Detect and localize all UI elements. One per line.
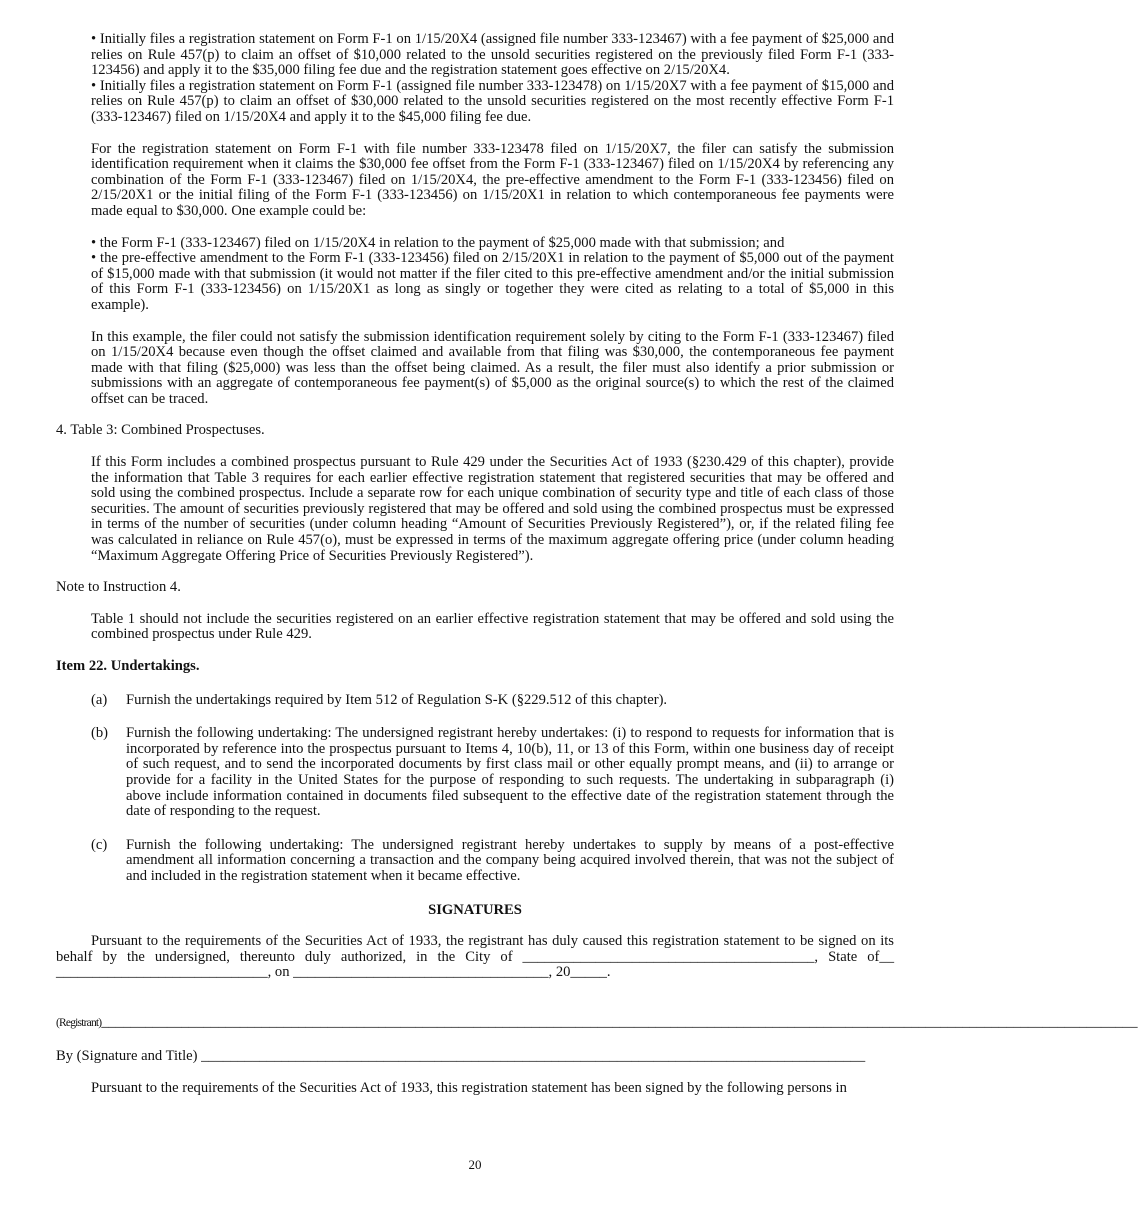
example-note-paragraph: In this example, the filer could not satisfy the submission identification requirement solely by citing to the Form F-1 (333-123467) filed on 1/15/20X4 because even though the offset claimed and available from that filing was $30,000, the contemporaneous fee payment made with that filing ($25,000) was less than the offset being claimed. As a result, the filer must also identify a prior submission or submissions with an aggregate of contemporaneous fee payment(s) of $5,000 as the original source(s) to which the rest of the claimed offset can be traced. xyxy=(91,328,894,407)
document-page xyxy=(56,31,1138,1097)
bullet-item: • the Form F-1 (333-123467) filed on 1/15/20X4 in relation to the payment of $25,000 made with that submission; and xyxy=(91,234,785,251)
top-bullets xyxy=(91,32,894,126)
registrant-signature-blank[interactable]: ______________________________________________________________________________________________________________________________________________ xyxy=(101,1013,1138,1030)
example-bullets xyxy=(91,236,894,314)
signatures-paragraph: Pursuant to the requirements of the Securities Act of 1933, the registrant has duly caused this registration statement to be signed on its behalf by the undersigned, thereunto duly authorized, in the City of ________________________________________, State of__ _____________________________, on ___________________________________, 20_____. xyxy=(56,933,894,981)
undertaking-a xyxy=(91,693,894,709)
bullet-item: • Initially files a registration statement on Form F-1 on 1/15/20X4 (assigned file number 333-123467) with a fee payment of $25,000 and relies on Rule 457(p) to claim an offset of $10,000 related to the unsold securities registered on the previously filed Form F-1 (333-123456) and apply it to the $35,000 filing fee due and the registration statement goes effective on 2/15/20X4. xyxy=(91,31,894,79)
signatures-heading: SIGNATURES xyxy=(428,901,522,918)
table3-paragraph: If this Form includes a combined prospectus pursuant to Rule 429 under the Securities Act of 1933 (§230.429 of this chapter), provide the information that Table 3 requires for each earlier effective registration statement that registered securities that may be offered and sold using the combined prospectus. Include a separate row for each unique combination of security type and title of each class of those securities. The amount of securities previously registered that may be offered and sold using the combined prospectus must be expressed in terms of the number of securities (under column heading “Amount of Securities Previously Registered”), or, if the related filing fee was calculated in reliance on Rule 457(o), must be expressed in terms of the maximum aggregate offering price (under column heading “Maximum Aggregate Offering Price of Securities Previously Registered”). xyxy=(91,454,894,564)
undertaking-label: (b) xyxy=(91,725,109,742)
bullet-item: • the pre-effective amendment to the Form F-1 (333-123456) filed on 2/15/20X1 in relation to the payment of $5,000 out of the payment of $15,000 made with that submission (it would not matter if the filer cited to this pre-effective amendment and/or the initial submission of this Form F-1 (333-123456) on 1/15/20X1 as long as singly or together they were cited as relating to a total of $5,000 in this example). xyxy=(91,250,894,313)
signed-by-paragraph: Pursuant to the requirements of the Securities Act of 1933, this registration statement has been signed by the following persons in xyxy=(91,1080,847,1097)
registrant-label: (Registrant) xyxy=(56,1016,102,1029)
table3-heading: 4. Table 3: Combined Prospectuses. xyxy=(56,422,265,439)
undertaking-text: Furnish the undertakings required by Item 512 of Regulation S-K (§229.512 of this chapter). xyxy=(126,691,668,708)
registrant-line xyxy=(56,1013,1138,1032)
example-intro-paragraph: For the registration statement on Form F-1 with file number 333-123478 filed on 1/15/20X7, the filer can satisfy the submission identification requirement when it claims the $30,000 fee offset from the Form F-1 (333-123467) filed on 1/15/20X4 by referencing any combination of the Form F-1 (333-123467) filed on 1/15/20X4, the pre-effective amendment to the Form F-1 (333-123456) filed on 2/15/20X1 or the initial filing of the Form F-1 (333-123456) on 1/15/20X1 in relation to which contemporaneous fee payments were made equal to $30,000. One example could be: xyxy=(91,140,894,219)
undertaking-text: Furnish the following undertaking: The undersigned registrant hereby undertakes to supply by means of a post-effective amendment all information concerning a transaction and the company being acquired involved therein, that was not the subject of and included in the registration statement when it became effective. xyxy=(126,836,894,884)
bullet-item: • Initially files a registration statement on Form F-1 (assigned file number 333-123478) on 1/15/20X7 with a fee payment of $15,000 and relies on Rule 457(p) to claim an offset of $30,000 related to the unsold securities registered on the most recently effective Form F-1 (333-123467) filed on 1/15/20X4 and apply it to the $45,000 filing fee due. xyxy=(91,77,894,125)
note4-heading: Note to Instruction 4. xyxy=(56,579,181,596)
undertaking-label: (c) xyxy=(91,836,108,853)
undertaking-c xyxy=(91,838,894,885)
note4-paragraph: Table 1 should not include the securities registered on an earlier effective registration statement that may be offered and sold using the combined prospectus under Rule 429. xyxy=(91,610,894,643)
item22-heading: Item 22. Undertakings. xyxy=(56,658,200,674)
undertaking-text: Furnish the following undertaking: The undersigned registrant hereby undertakes: (i) to respond to requests for information that is incorporated by reference into the prospectus pursuant to Items 4, 10(b), 11, or 13 of this Form, within one business day of receipt of such request, and to send the incorporated documents by first class mail or other equally prompt means, and (ii) to arrange or provide for a facility in the United States for the purpose of responding to such requests. The undertaking in subparagraph (i) above include information contained in documents filed subsequent to the effective date of the registration statement through the date of responding to the request. xyxy=(126,725,894,820)
signature-title-line[interactable]: By (Signature and Title) ___________________________________________________________________________________________ xyxy=(56,1047,866,1064)
page-number: 20 xyxy=(468,1157,482,1172)
undertaking-b xyxy=(91,726,894,820)
undertaking-label: (a) xyxy=(91,691,108,708)
